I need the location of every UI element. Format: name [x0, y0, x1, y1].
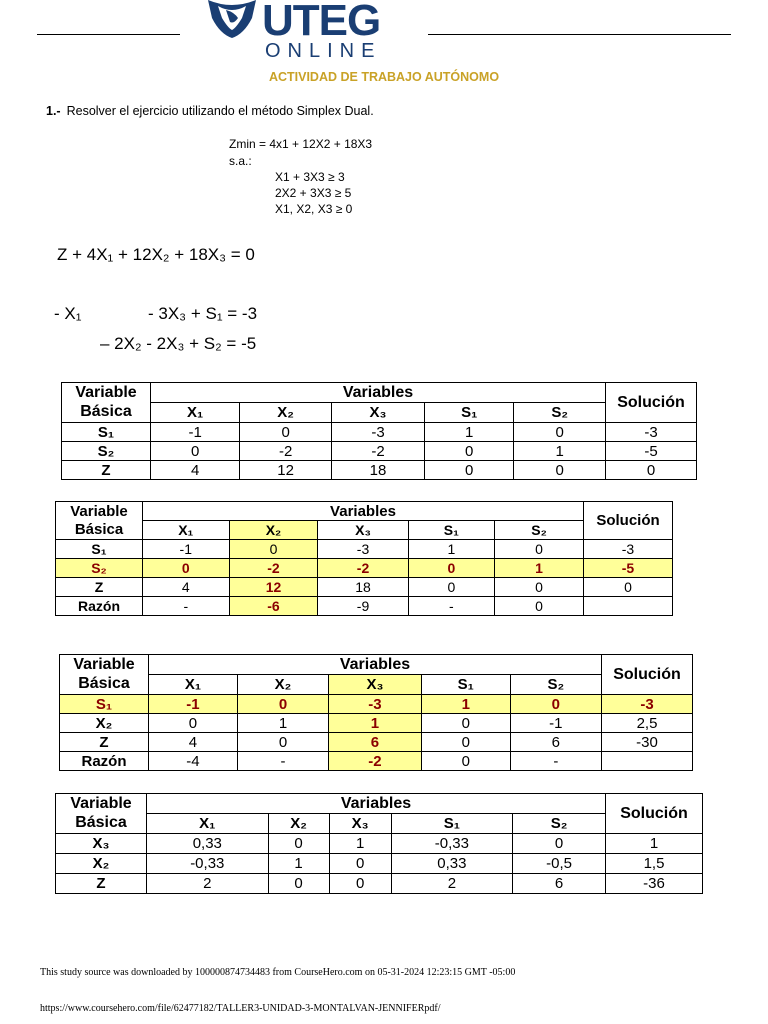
- basic-variable: S₁: [62, 423, 151, 442]
- column-header: S₂: [495, 521, 584, 540]
- table-cell: 0: [495, 540, 584, 559]
- column-header: X₃: [329, 675, 422, 695]
- solution-cell: 1: [606, 834, 703, 854]
- table-cell: -4: [149, 752, 238, 771]
- table-cell: 0: [229, 540, 318, 559]
- column-header: X₃: [318, 521, 408, 540]
- table-cell: 1: [237, 714, 328, 733]
- table-row: [62, 442, 697, 461]
- table-cell: 0: [143, 559, 230, 578]
- header-rule-left: [37, 34, 180, 35]
- table-row: [56, 559, 673, 578]
- table-row: [56, 597, 673, 616]
- table-cell: -2: [318, 559, 408, 578]
- header-solucion: Solución: [602, 655, 693, 695]
- table-cell: 1: [408, 540, 495, 559]
- row2-equation: – 2X₂ - 2X₃ + S₂ = -5: [100, 334, 257, 353]
- column-header: X₁: [151, 403, 240, 423]
- column-header: S₁: [391, 814, 513, 834]
- table-cell: -2: [240, 442, 332, 461]
- table-cell: -: [408, 597, 495, 616]
- table-cell: 0: [237, 733, 328, 752]
- solution-cell: 0: [606, 461, 697, 480]
- basic-variable: Z: [62, 461, 151, 480]
- table-cell: -: [510, 752, 601, 771]
- table-cell: -2: [331, 442, 424, 461]
- table-row: [60, 733, 693, 752]
- table-cell: 4: [151, 461, 240, 480]
- header-variables: Variables: [151, 383, 606, 403]
- table-cell: 18: [318, 578, 408, 597]
- row1-part-a: - X₁: [54, 304, 82, 323]
- solution-cell: -30: [602, 733, 693, 752]
- table-cell: -3: [318, 540, 408, 559]
- header-variables: Variables: [147, 794, 606, 814]
- table-cell: -9: [318, 597, 408, 616]
- table-cell: -0,33: [147, 854, 269, 874]
- column-header: X₃: [331, 403, 424, 423]
- table-cell: 0: [268, 834, 329, 854]
- label-variable: Variable: [73, 656, 135, 674]
- basic-variable: Z: [60, 733, 149, 752]
- table-cell: -1: [510, 714, 601, 733]
- solution-cell: -5: [584, 559, 673, 578]
- basic-variable: Razón: [56, 597, 143, 616]
- table-row: [62, 423, 697, 442]
- row1-part-b: - 3X₃ + S₁ = -3: [148, 304, 258, 323]
- header-variable-basica: [62, 383, 151, 423]
- header-solucion: Solución: [584, 502, 673, 540]
- table-cell: 0: [421, 733, 510, 752]
- table-cell: 0,33: [391, 854, 513, 874]
- footer-source: This study source was downloaded by 100000874734483 from CourseHero.com on 05-31-2024 12:23:15 GMT -05:00: [40, 967, 516, 978]
- column-header: S₁: [425, 403, 514, 423]
- basic-variable: S₂: [56, 559, 143, 578]
- table-cell: 0: [329, 874, 391, 894]
- table-cell: 4: [149, 733, 238, 752]
- basic-variable: X₂: [60, 714, 149, 733]
- table-cell: 0: [151, 442, 240, 461]
- table-cell: -2: [329, 752, 422, 771]
- table-cell: 0: [495, 597, 584, 616]
- header-variable-basica: [60, 655, 149, 695]
- table-cell: 6: [329, 733, 422, 752]
- table-cell: -1: [149, 695, 238, 714]
- table-row: [62, 461, 697, 480]
- column-header: S₂: [510, 675, 601, 695]
- table-cell: -3: [331, 423, 424, 442]
- header-rule-right: [428, 34, 731, 35]
- footer-url: https://www.coursehero.com/file/62477182/TALLER3-UNIDAD-3-MONTALVAN-JENNIFERpdf/: [40, 1003, 441, 1014]
- table-cell: 0: [513, 834, 606, 854]
- basic-variable: Razón: [60, 752, 149, 771]
- label-basica: Básica: [74, 520, 124, 538]
- constraint-1: X1 + 3X3 ≥ 3: [275, 170, 345, 184]
- solution-cell: -5: [606, 442, 697, 461]
- table-cell: 0,33: [147, 834, 269, 854]
- tableau-1: [61, 382, 697, 480]
- table-cell: 0: [408, 559, 495, 578]
- basic-variable: X₃: [56, 834, 147, 854]
- basic-variable: X₂: [56, 854, 147, 874]
- column-header: X₂: [268, 814, 329, 834]
- table-cell: 0: [329, 854, 391, 874]
- table-cell: 0: [495, 578, 584, 597]
- table-cell: 6: [513, 874, 606, 894]
- shield-icon: [204, 0, 260, 40]
- header-variable-basica: [56, 502, 143, 540]
- label-basica: Básica: [75, 813, 127, 831]
- table-cell: 1: [329, 834, 391, 854]
- basic-variable: S₁: [56, 540, 143, 559]
- table-cell: -: [237, 752, 328, 771]
- solution-cell: -36: [606, 874, 703, 894]
- column-header: S₂: [513, 814, 606, 834]
- table-row: [56, 874, 703, 894]
- table-cell: 0: [421, 714, 510, 733]
- table-cell: 2: [391, 874, 513, 894]
- table-cell: -0,33: [391, 834, 513, 854]
- table-cell: 18: [331, 461, 424, 480]
- column-header: X₁: [149, 675, 238, 695]
- table-cell: -3: [329, 695, 422, 714]
- table-cell: -1: [143, 540, 230, 559]
- table-row: [56, 578, 673, 597]
- table-cell: 0: [425, 442, 514, 461]
- solution-cell: 1,5: [606, 854, 703, 874]
- logo-wordmark: UTEG: [262, 0, 381, 45]
- table-cell: -0,5: [513, 854, 606, 874]
- column-header: X₂: [229, 521, 318, 540]
- tableau-2: [55, 501, 673, 616]
- column-header: S₂: [514, 403, 606, 423]
- header-variables: Variables: [143, 502, 584, 521]
- question-number: 1.-: [46, 104, 61, 118]
- basic-variable: S₁: [60, 695, 149, 714]
- column-header: X₂: [240, 403, 332, 423]
- logo-subtitle: ONLINE: [265, 40, 382, 62]
- header-solucion: Solución: [606, 383, 697, 423]
- subject-to: s.a.:: [229, 154, 252, 168]
- solution-cell: 0: [584, 578, 673, 597]
- table-cell: 1: [329, 714, 422, 733]
- table-cell: 0: [514, 423, 606, 442]
- objective-function: Zmin = 4x1 + 12X2 + 18X3: [229, 137, 373, 151]
- table-cell: -2: [229, 559, 318, 578]
- solution-cell: 2,5: [602, 714, 693, 733]
- constraint-2: 2X2 + 3X3 ≥ 5: [275, 186, 352, 200]
- table-row: [56, 540, 673, 559]
- z-equation: Z + 4X₁ + 12X₂ + 18X₃ = 0: [57, 245, 255, 264]
- table-cell: -: [143, 597, 230, 616]
- basic-variable: Z: [56, 874, 147, 894]
- table-cell: 1: [421, 695, 510, 714]
- column-header: S₁: [408, 521, 495, 540]
- column-header: X₁: [147, 814, 269, 834]
- table-cell: 12: [240, 461, 332, 480]
- table-cell: 0: [510, 695, 601, 714]
- table-cell: -1: [151, 423, 240, 442]
- question-text: Resolver el ejercicio utilizando el método Simplex Dual.: [66, 104, 374, 118]
- solution-cell: [584, 597, 673, 616]
- solution-cell: [602, 752, 693, 771]
- table-cell: 0: [514, 461, 606, 480]
- solution-cell: -3: [602, 695, 693, 714]
- solution-cell: -3: [584, 540, 673, 559]
- table-cell: 1: [425, 423, 514, 442]
- label-basica: Básica: [78, 674, 130, 692]
- column-header: X₁: [143, 521, 230, 540]
- table-cell: 12: [229, 578, 318, 597]
- basic-variable: Z: [56, 578, 143, 597]
- table-cell: 0: [149, 714, 238, 733]
- table-cell: 4: [143, 578, 230, 597]
- column-header: X₃: [329, 814, 391, 834]
- table-row: [60, 695, 693, 714]
- label-variable: Variable: [75, 384, 137, 402]
- table-cell: 0: [408, 578, 495, 597]
- header-variable-basica: [56, 794, 147, 834]
- table-cell: -6: [229, 597, 318, 616]
- table-cell: 0: [237, 695, 328, 714]
- label-variable: Variable: [70, 503, 128, 521]
- table-cell: 1: [495, 559, 584, 578]
- question: [46, 104, 374, 118]
- table-cell: 6: [510, 733, 601, 752]
- table-cell: 2: [147, 874, 269, 894]
- tableau-3: [59, 654, 693, 771]
- solution-cell: -3: [606, 423, 697, 442]
- table-row: [60, 714, 693, 733]
- table-cell: 1: [514, 442, 606, 461]
- header-solucion: Solución: [606, 794, 703, 834]
- basic-variable: S₂: [62, 442, 151, 461]
- header-variables: Variables: [149, 655, 602, 675]
- column-header: S₁: [421, 675, 510, 695]
- constraint-3: X1, X2, X3 ≥ 0: [275, 202, 353, 216]
- table-cell: 0: [425, 461, 514, 480]
- table-cell: 1: [268, 854, 329, 874]
- table-cell: 0: [240, 423, 332, 442]
- label-basica: Básica: [80, 402, 132, 420]
- table-row: [56, 834, 703, 854]
- label-variable: Variable: [70, 795, 132, 813]
- table-cell: 0: [421, 752, 510, 771]
- tableau-4: [55, 793, 703, 894]
- column-header: X₂: [237, 675, 328, 695]
- table-row: [60, 752, 693, 771]
- table-cell: 0: [268, 874, 329, 894]
- table-row: [56, 854, 703, 874]
- activity-title: ACTIVIDAD DE TRABAJO AUTÓNOMO: [268, 70, 500, 84]
